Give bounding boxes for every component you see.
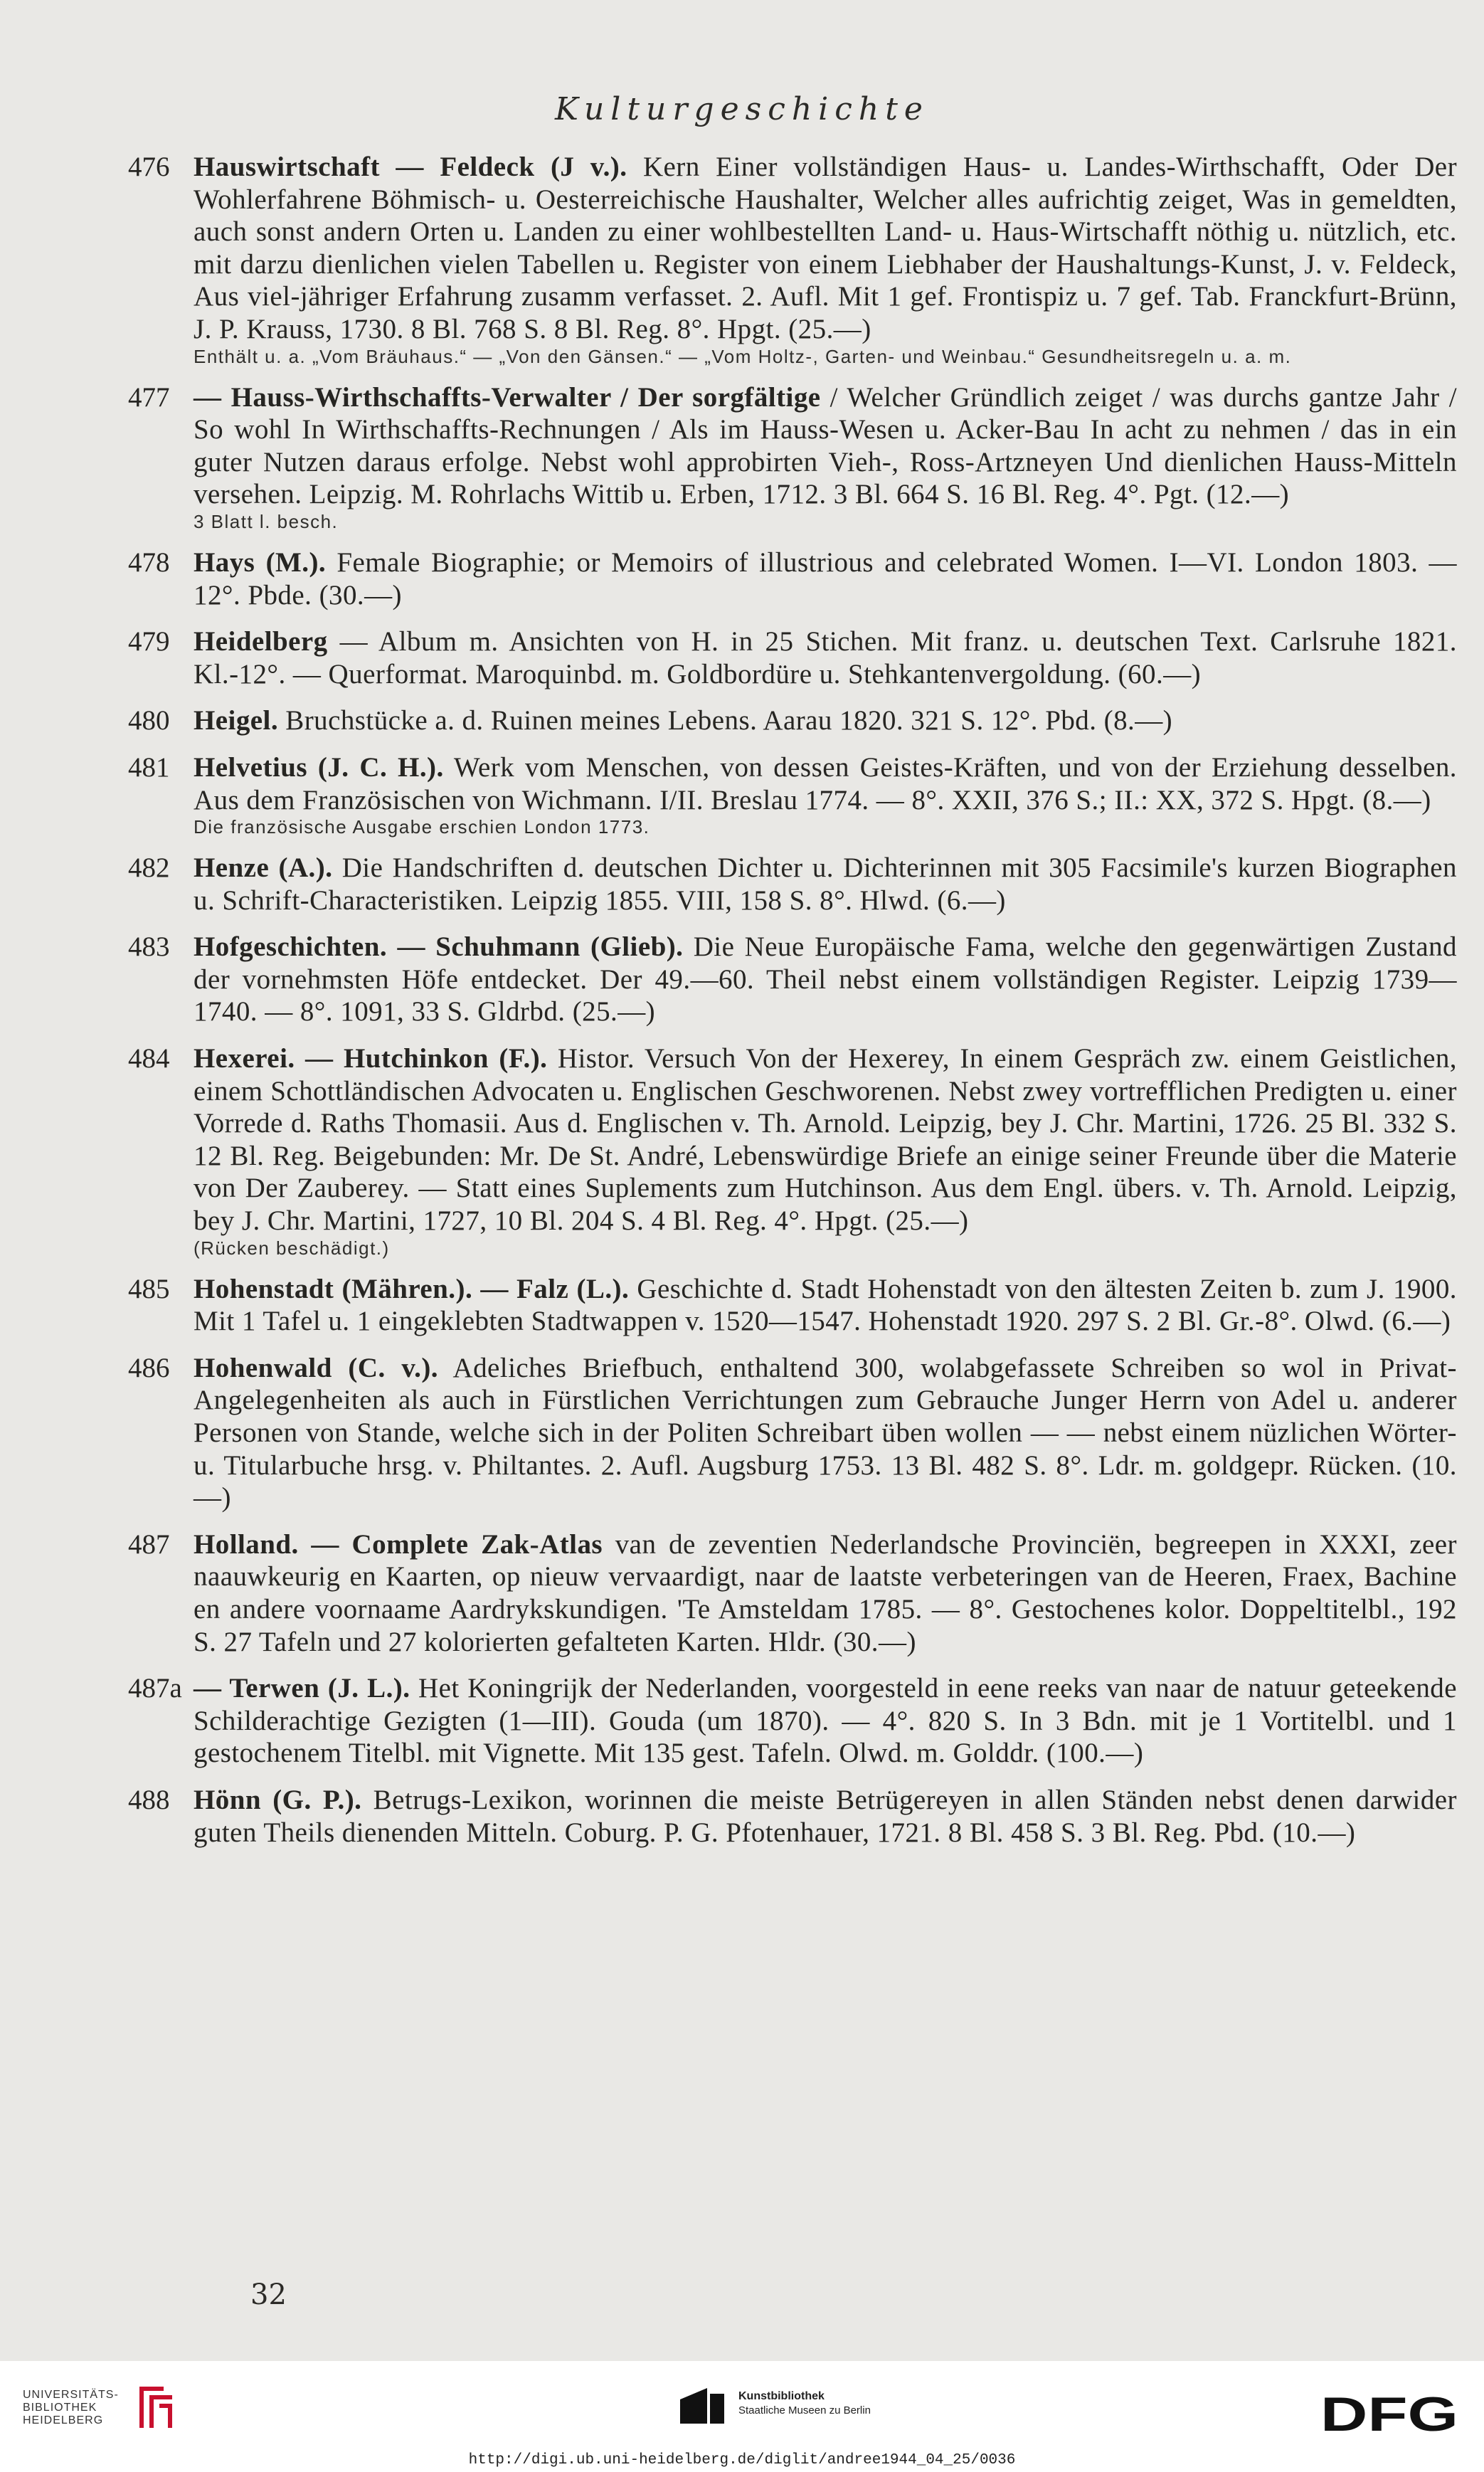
catalog-entry <box>128 1784 1457 1849</box>
university-line: HEIDELBERG <box>23 2414 104 2426</box>
catalog-entry <box>128 1273 1457 1338</box>
entry-description: Die Handschriften d. deutschen Dichter u. Dichterinnen mit 305 Facsimile's kurzen Biographen u. Schrift-Characteristiken. Leipzig 1855. VIII, 158 S. 8°. Hlwd. <box>194 852 1457 916</box>
catalog-entry <box>128 1528 1457 1658</box>
entry-text <box>194 931 1457 1028</box>
catalog-entry <box>128 852 1457 917</box>
entry-heading: Heigel. <box>194 705 279 736</box>
entry-heading: Henze (A.). <box>194 852 333 884</box>
entry-text <box>194 1042 1457 1237</box>
catalog-entry <box>128 1352 1457 1514</box>
entry-description: Histor. Versuch Von der Hexerey, In einem Gespräch zw. einem Geistlichen, einem Schottländischen Advocaten u. Englischen Geschworenen. Nebst zwey vortrefflichen Predigten u. einer Vorrede d. Raths Thomasii. Aus d. Englischen v. Th. Arnold. Leipzig, bey J. Chr. Martini, 1726. 25 Bl. 332 S. 12 Bl. Reg. Beigebunden: Mr. De St. André, Lebenswürdige Briefe an einige seiner Freunde über die Materie von Der Zauberey. — Statt eines Suplements zum Hutchinson. Aus dem Engl. übers. v. Th. Arnold. Leipzig, bey J. Chr. Martini, 1727, 10 Bl. 204 S. 4 Bl. Reg. 4°. Hpgt. <box>194 1043 1457 1237</box>
entry-price: (25.—) <box>572 996 656 1028</box>
catalog-entry <box>128 931 1457 1028</box>
entry-number: 479 <box>128 626 170 657</box>
entry-number: 488 <box>128 1784 170 1815</box>
university-library-name <box>23 2389 119 2427</box>
entry-description: Die Neue Europäische Fama, welche den gegenwärtigen Zustand der vornehmsten Höfe entdecket. Der 49.—60. Theil nebst einem vollständigen Register. Leipzig 1739—1740. — 8°. 1091, 33 S. Gldrbd. <box>194 931 1457 1028</box>
entry-text <box>194 1672 1457 1770</box>
entry-number: 480 <box>128 705 170 736</box>
entry-price: (60.—) <box>1118 658 1202 690</box>
entry-note: (Rücken beschädigt.) <box>194 1237 390 1259</box>
entry-text <box>194 751 1457 816</box>
entry-heading: Hauswirtschaft — Feldeck (J v.). <box>194 152 627 182</box>
entry-number: 484 <box>128 1043 170 1074</box>
entry-number: 485 <box>128 1273 170 1304</box>
catalog-entry <box>128 1042 1457 1259</box>
entry-description: Het Koningrijk der Nederlanden, voorgesteld in eene reeks van naar de natuur geteekende Schilderachtige Gezigten (1—III). Gouda (um 1870). — 4°. 820 S. In 3 Bdn. mit je 1 Vortitelbl. und 1 gestochenem Titelbl. mit Vignette. Mit 135 gest. Tafeln. Olwd. m. Golddr. <box>194 1673 1457 1769</box>
entry-number: 477 <box>128 381 170 413</box>
entry-description: Geschichte d. Stadt Hohenstadt von den ältesten Zeiten b. zum J. 1900. Mit 1 Tafel u. 1 eingeklebten Stadtwappen v. 1520—1547. Hohenstadt 1920. 297 S. 2 Bl. Gr.-8°. Olwd. <box>194 1273 1458 1337</box>
entry-number: 487 <box>128 1528 170 1560</box>
university-line: BIBLIOTHEK <box>23 2402 97 2414</box>
kb-name: Kunstbibliothek <box>738 2390 825 2402</box>
entry-heading: Hönn (G. P.). <box>194 1784 362 1815</box>
entry-heading: Holland. — Complete Zak-Atlas <box>194 1528 603 1560</box>
entry-note: Die französische Ausgabe erschien London 1773. <box>194 816 650 838</box>
page-header-title: Kulturgeschichte <box>555 91 929 127</box>
entry-text <box>194 1273 1457 1338</box>
entry-heading: Hofgeschichten. — Schuhmann (Glieb). <box>194 931 684 963</box>
entry-note: 3 Blatt l. besch. <box>194 510 339 532</box>
entry-number: 476 <box>128 152 170 182</box>
entry-price: (8.—) <box>1103 705 1173 736</box>
entry-description: van de zeventien Nederlandsche Provinciën, begreepen in XXXI, zeer naauwkeurig en Kaarten, op nieuw vervaardigt, naar de laatste verbeteringen van de Heeren, Fraex, Bachine en andere voornaame Aardrykskundigen. 'Te Amsteldam 1785. — 8°. Gestochenes kolor. Doppeltitelbl., 192 S. 27 Tafeln und 27 kolorierten gefalteten Karten. Hldr. <box>194 1528 1457 1657</box>
entry-text <box>194 852 1457 917</box>
kunstbibliothek-logo-icon <box>679 2387 726 2426</box>
kb-subtitle: Staatliche Museen zu Berlin <box>738 2404 871 2416</box>
entry-number: 482 <box>128 852 170 884</box>
entry-text <box>194 546 1457 611</box>
entry-price: (25.—) <box>886 1205 969 1237</box>
catalog-entry <box>128 381 1457 532</box>
entry-price: (8.—) <box>1362 784 1431 815</box>
entry-heading: Heidelberg <box>194 626 328 657</box>
digitization-url: http://digi.ub.uni-heidelberg.de/diglit/andree1944_04_25/0036 <box>468 2452 1016 2468</box>
entry-description: / Welcher Gründlich zeiget / was durchs gantze Jahr / So wohl In Wirthschaffts-Rechnungen / Als im Hauss-Wesen u. Acker-Bau In acht zu nehmen / das in ein guter Nutzen daraus erfolge. Nebst wohl approbirten Vieh-, Ross-Artzneyen Und dienlichen Hauss-Mitteln versehen. Leipzig. M. Rohrlachs Wittib u. Erben, 1712. 3 Bl. 664 S. 16 Bl. Reg. 4°. Pgt. <box>194 381 1457 510</box>
entry-price: (6.—) <box>1382 1306 1451 1337</box>
entry-number: 478 <box>128 546 170 578</box>
entry-description: Female Biographie; or Memoirs of illustrious and celebrated Women. I—VI. London 1803. — 12°. Pbde. <box>194 546 1457 611</box>
entry-heading: Hexerei. — Hutchinkon (F.). <box>194 1043 548 1074</box>
entry-description: — Album m. Ansichten von H. in 25 Stichen. Mit franz. u. deutschen Text. Carlsruhe 1821. Kl.-12°. — Querformat. Maroquinbd. m. Goldbordüre u. Stehkantenvergoldung. <box>194 626 1457 690</box>
entry-price: (10.—) <box>194 1449 1457 1514</box>
catalog-entry <box>128 751 1457 838</box>
entry-text <box>194 1784 1457 1849</box>
entry-description: Kern Einer vollständigen Haus- u. Landes-Wirthschafft, Oder Der Wohlerfahrene Böhmisch- u. Oesterreichische Haushalter, Welcher alles aufrichtig zeiget, Was in gemeldten, auch sonst andern Orten u. Landen zu einer wohlbestellten Land- u. Haus-Wirtschafft nöthig u. nützlich, etc. mit darzu dienlichen vielen Tabellen u. Register von einem Liebhaber der Haushaltungs-Kunst, J. v. Feldeck, Aus viel-jähriger Erfahrung zusamm verfasset. 2. Aufl. Mit 1 gef. Frontispiz u. 7 gef. Tab. Franckfurt-Brünn, J. P. Krauss, 1730. 8 Bl. 768 S. 8 Bl. Reg. 8°. Hpgt. <box>194 152 1458 344</box>
entry-number: 486 <box>128 1352 170 1383</box>
entry-heading: — Terwen (J. L.). <box>194 1673 410 1704</box>
catalog-entry <box>128 151 1457 367</box>
entry-text <box>194 625 1457 690</box>
catalog-entries <box>128 151 1457 1863</box>
entry-price: (25.—) <box>788 313 871 344</box>
page-number: 32 <box>250 2278 287 2311</box>
entry-text <box>194 1528 1457 1658</box>
entry-text <box>194 704 1457 737</box>
dfg-wordmark: DFG <box>1320 2391 1458 2435</box>
entry-text <box>194 1352 1457 1514</box>
entry-description: Werk vom Menschen, von dessen Geistes-Kräften, und von der Erziehung desselben. Aus dem Französischen von Wichmann. I/II. Breslau 1774. — 8°. XXII, 376 S.; II.: XX, 372 S. Hpgt. <box>194 751 1457 815</box>
entry-price: (10.—) <box>1272 1817 1356 1848</box>
dfg-logo-icon <box>1320 2391 1460 2435</box>
university-line: UNIVERSITÄTS- <box>23 2389 119 2401</box>
entry-number: 487a <box>128 1673 182 1704</box>
entry-note: Enthält u. a. „Vom Bräuhaus.“ — „Von den Gänsen.“ — „Vom Holtz-, Garten- und Weinbau.“ Gesundheitsregeln u. a. m. <box>194 345 1292 367</box>
entry-number: 481 <box>128 751 170 783</box>
kunstbibliothek-label <box>738 2389 871 2418</box>
catalog-entry <box>128 704 1457 737</box>
entry-heading: Helvetius (J. C. H.). <box>194 751 444 783</box>
catalog-entry <box>128 546 1457 611</box>
entry-text <box>194 151 1457 346</box>
entry-text <box>194 381 1457 511</box>
entry-price: (30.—) <box>319 579 402 611</box>
entry-price: (30.—) <box>833 1626 916 1657</box>
entry-description: Adeliches Briefbuch, enthaltend 300, wolabgefassete Schreiben so wol in Privat-Angelegenheiten als auch in Fürstlichen Verrichtungen zum Gebrauche Junger Herrn von Adel u. anderer Personen von Stande, welche sich in der Politen Schreibart üben wollen — — nebst einem nüzlichen Wörter- u. Titularbuche hrsg. v. Philtantes. 2. Aufl. Augsburg 1753. 13 Bl. 482 S. 8°. Ldr. m. goldgepr. Rücken. <box>194 1352 1457 1481</box>
entry-heading: Hohenstadt (Mähren.). — Falz (L.). <box>194 1273 630 1304</box>
entry-number: 483 <box>128 931 170 963</box>
entry-description: Bruchstücke a. d. Ruinen meines Lebens. Aarau 1820. 321 S. 12°. Pbd. <box>285 705 1097 736</box>
entry-heading: Hays (M.). <box>194 546 327 578</box>
entry-price: (12.—) <box>1206 479 1290 510</box>
entry-price: (100.—) <box>1046 1738 1144 1769</box>
catalog-entry <box>128 1672 1457 1770</box>
entry-heading: — Hauss-Wirthschaffts-Verwalter / Der sorgfältige <box>194 381 821 413</box>
catalog-entry <box>128 625 1457 690</box>
entry-description: Betrugs-Lexikon, worinnen die meiste Betrügereyen in allen Ständen nebst denen darwider guten Theils dienenden Mitteln. Coburg. P. G. Pfotenhauer, 1721. 8 Bl. 458 S. 3 Bl. Reg. Pbd. <box>194 1784 1457 1848</box>
entry-heading: Hohenwald (C. v.). <box>194 1352 438 1383</box>
university-logo-icon <box>135 2382 176 2432</box>
entry-price: (6.—) <box>937 884 1006 916</box>
